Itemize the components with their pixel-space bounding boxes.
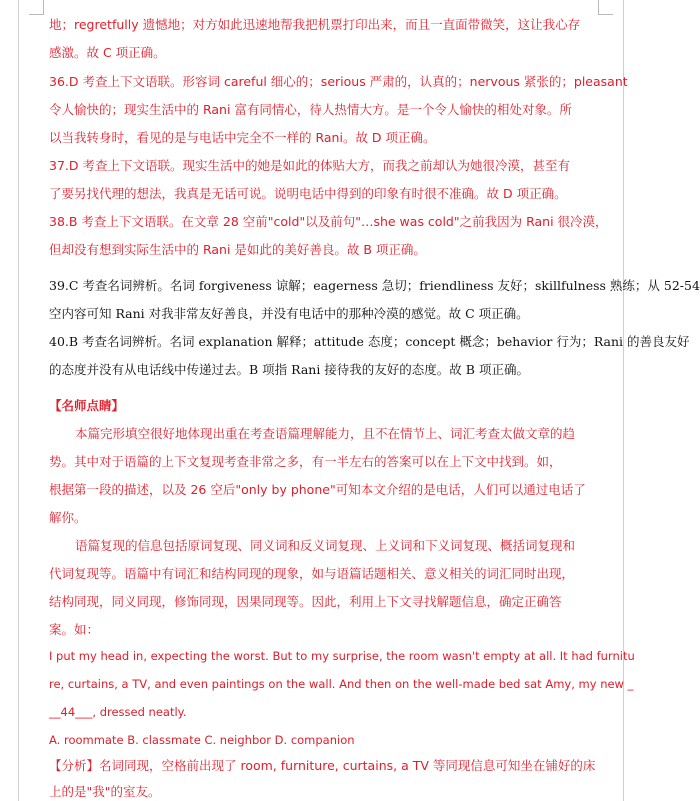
page-corner-mark <box>598 0 613 15</box>
text-line: 令人愉快的；现实生活中的 Rani 富有同情心，待人热情大方。是一个令人愉快的相处对象。所 <box>49 102 572 117</box>
text-line: A. roommate B. classmate C. neighbor D. companion <box>49 733 355 747</box>
text-line: 地；regretfully 遗憾地；对方如此迅速地帮我把机票打印出来，而且一直面带微笑，这让我心存 <box>49 17 581 32</box>
text-line: 感激。故 C 项正确。 <box>49 45 166 60</box>
text-line: 39.C 考查名词辨析。名词 forgiveness 谅解；eagerness 急切；friendliness 友好；skillfulness 熟练；从 52-54 <box>49 278 700 293</box>
text-line: 了要另找代理的想法，我真是无话可说。说明电话中得到的印象有时很不准确。故 D 项正确。 <box>49 186 567 201</box>
text-line: 以当我转身时，看见的是与电话中完全不一样的 Rani。故 D 项正确。 <box>49 130 436 145</box>
text-line: 势。其中对于语篇的上下文复现考查非常之多，有一半左右的答案可以在上下文中找到。如， <box>49 454 562 469</box>
text-line: 空内容可知 Rani 对我非常友好善良，并没有电话中的那种冷漠的感觉。故 C 项正确。 <box>49 306 529 321</box>
page-corner-mark <box>29 0 44 15</box>
text-line: __44___, dressed neatly. <box>49 705 187 719</box>
text-line: 【名师点睛】 <box>49 398 125 413</box>
text-line: 【分析】名词同现，空格前出现了 room, furniture, curtains, a TV 等同现信息可知坐在铺好的床 <box>49 758 596 773</box>
text-line: 解你。 <box>49 510 87 525</box>
text-line: 根据第一段的描述，以及 26 空后"only by phone"可知本文介绍的是电话，人们可以通过电话了 <box>49 482 586 497</box>
text-line: 结构同现，同义同现，修饰同现，因果同现等。因此，利用上下文寻找解题信息，确定正确答 <box>49 594 562 609</box>
text-line: 案。如： <box>49 622 100 637</box>
text-line: 但却没有想到实际生活中的 Rani 是如此的美好善良。故 B 项正确。 <box>49 242 426 257</box>
text-line: 上的是"我"的室友。 <box>49 784 161 799</box>
text-line: 36.D 考查上下文语联。形容词 careful 细心的；serious 严肃的，认真的；nervous 紧张的；pleasant <box>49 74 628 89</box>
text-line: 本篇完形填空很好地体现出重在考查语篇理解能力，且不在情节上、词汇考查太做文章的趋 <box>75 426 576 441</box>
text-line: 语篇复现的信息包括原词复现、同义词和反义词复现、上义词和下义词复现、概括词复现和 <box>75 538 576 553</box>
text-line: 代词复现等。语篇中有词汇和结构同现的现象，如与语篇话题相关、意义相关的词汇同时出现， <box>49 566 575 581</box>
text-line: 的态度并没有从电话线中传递过去。B 项指 Rani 接待我的友好的态度。故 B 项正确。 <box>49 362 529 377</box>
text-line: 40.B 考查名词辨析。名词 explanation 解释；attitude 态度；concept 概念；behavior 行为；Rani 的善良友好 <box>49 334 690 349</box>
text-line: 37.D 考查上下文语联。现实生活中的她是如此的体贴大方，而我之前却认为她很冷漠，甚至有 <box>49 158 570 173</box>
text-line: 38.B 考查上下文语联。在文章 28 空前"cold"以及前句"…she was cold"之前我因为 Rani 很冷漠， <box>49 214 608 229</box>
text-line: I put my head in, expecting the worst. But to my surprise, the room wasn't empty at all. It had furnitu <box>49 649 635 663</box>
text-line: re, curtains, a TV, and even paintings on the wall. And then on the well-made bed sat Amy, my new _ <box>49 677 634 691</box>
document-page <box>18 0 700 801</box>
